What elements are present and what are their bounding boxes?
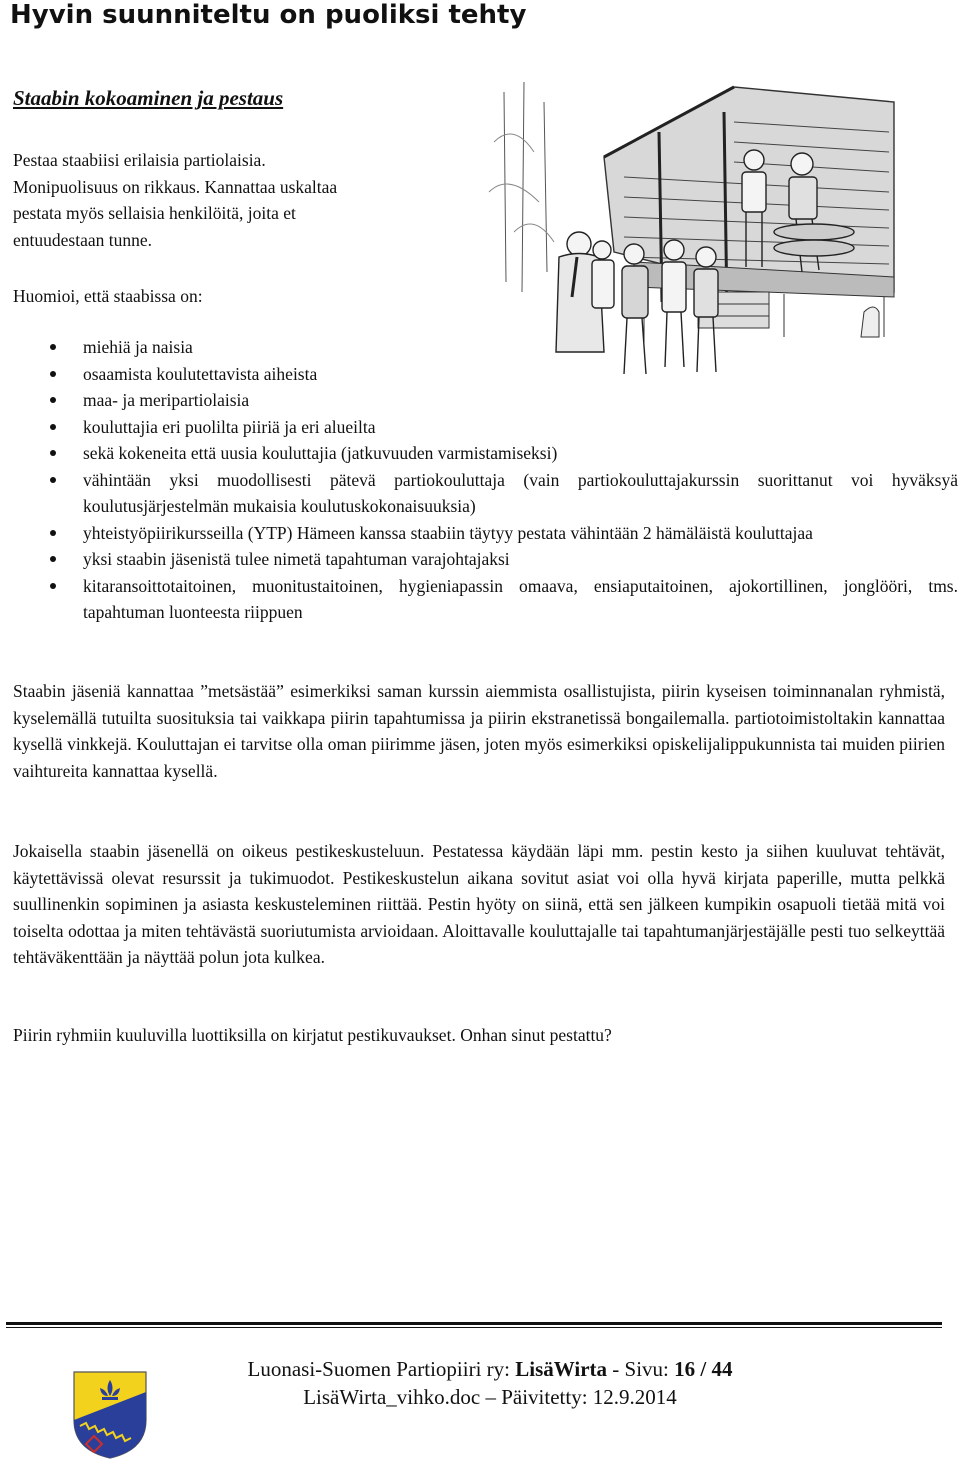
list-item: yhteistyöpiirikursseilla (YTP) Hämeen kanssa staabiin täytyy pestata vähintään 2 hämäläistä kouluttajaa — [0, 520, 960, 547]
page-title: Hyvin suunniteltu on puoliksi tehty — [10, 0, 527, 30]
intro-line: pestata myös sellaisia henkilöitä, joita et — [13, 203, 296, 223]
footer-updated-prefix: – Päivitetty: — [480, 1385, 593, 1409]
list-item: yksi staabin jäsenistä tulee nimetä tapahtuman varajohtajaksi — [0, 546, 960, 573]
footer-project: LisäWirta — [515, 1357, 608, 1381]
list-item: miehiä ja naisia — [0, 334, 960, 361]
footer-org: Luonasi-Suomen Partiopiiri ry: — [247, 1357, 516, 1381]
intro-line: Monipuolisuus on rikkaus. Kannattaa uskaltaa — [13, 176, 338, 197]
list-item: vähintään yksi muodollisesti pätevä partiokouluttaja (vain partiokouluttajakurssin suorittanut voi hyväksyä koulutusjärjestelmän mukaisia koulutuskokonaisuuksia) — [0, 467, 960, 520]
footer-updated-date: 12.9.2014 — [592, 1385, 677, 1409]
intro-line: entuudestaan tunne. — [13, 229, 152, 250]
footer-divider-thin — [6, 1327, 942, 1328]
list-intro: Huomioi, että staabissa on: — [13, 286, 203, 306]
list-item: kitaransoittotaitoinen, muonitustaitoinen, hygieniapassin omaava, ensiaputaitoinen, ajokortillinen, jonglööri, tms. tapahtuman luonteesta riippuen — [0, 573, 960, 626]
footer-line-2 — [180, 1384, 800, 1411]
paragraph-closing: Piirin ryhmiin kuuluvilla luottiksilla on kirjatut pestikuvaukset. Onhan sinut pestattu? — [13, 1025, 612, 1045]
paragraph-recruiting: Staabin jäseniä kannattaa ”metsästää” esimerkiksi saman kurssin aiemmista osallistujista, piirin kyseisen toiminnanalan ryhmistä, kyselemällä tutuilta suosituksia tai vaikkapa piirin tapahtumissa ja piirin ekstranetissä bongailemalla. partiotoimistoltakin kannattaa kysellä vinkkejä. Kouluttajan ei tarvitse olla oman piirimme jäsen, joten myös esimerkiksi opiskelijalippukunnista tai muiden piirien vaihtureita kannattaa kysellä. — [13, 681, 945, 781]
requirements-list — [0, 334, 960, 626]
footer-separator: - Sivu: — [607, 1357, 675, 1381]
intro-paragraph — [13, 147, 433, 253]
footer-filename: LisäWirta_vihko.doc — [303, 1385, 481, 1409]
list-item: maa- ja meripartiolaisia — [0, 387, 960, 414]
footer-divider — [6, 1322, 942, 1325]
paragraph-pesti-discussion: Jokaisella staabin jäsenellä on oikeus pestikeskusteluun. Pestatessa käydään läpi mm. pestin kesto ja siihen kuuluvat tehtävät, käytettävissä olevat resurssit ja tukimuodot. Pestikeskustelun aikana sovitut asiat voi olla hyvä kirjata paperille, mutta pelkkä suullinenkin sopiminen ja asiasta keskusteleminen riittää. Pestin hyöty on siinä, että sen jälkeen kumpikin osapuoli tietää mitä voi toiselta odottaa ja miten tehtävästä suoriutumista arvioidaan. Aloittavalle kouluttajalle tai tapahtumanjärjestäjälle pesti tuo selkeyttää tehtäväkenttään ja näyttää polun jota kulkea. — [13, 841, 945, 967]
list-item: kouluttajia eri puolilta piiriä ja eri alueilta — [0, 414, 960, 441]
footer-page-number: 16 / 44 — [674, 1357, 733, 1381]
section-title: Staabin kokoaminen ja pestaus — [13, 86, 284, 110]
district-crest-logo — [72, 1370, 148, 1460]
list-item: sekä kokeneita että uusia kouluttajia (jatkuvuuden varmistamiseksi) — [0, 440, 960, 467]
intro-line: Pestaa staabiisi erilaisia partiolaisia. — [13, 150, 266, 170]
footer-line-1 — [180, 1356, 800, 1383]
list-item: osaamista koulutettavista aiheista — [0, 361, 960, 388]
